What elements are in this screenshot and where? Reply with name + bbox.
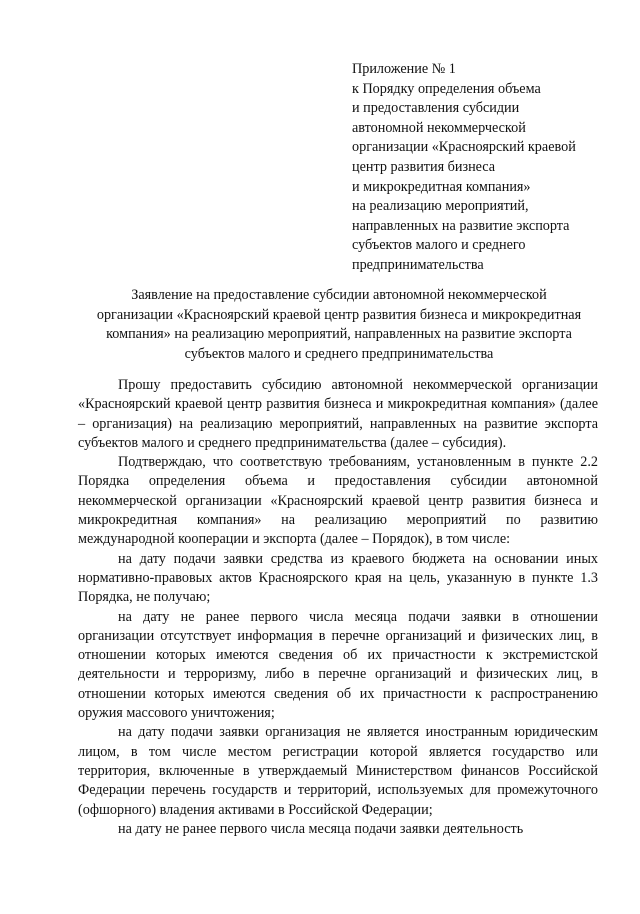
document-body (78, 376, 598, 839)
appendix-line: и предоставления субсидии (352, 100, 520, 117)
appendix-line: автономной некоммерческой (352, 119, 526, 136)
appendix-line: к Порядку определения объема (352, 80, 541, 97)
body-paragraph-extremism: на дату не ранее первого числа месяца подачи заявки в отношении организации отсутствует информация в перечне организаций и физических лиц, в отношении которых имеются сведения об их причастности к экстремистской деятельности и терроризму, либо в перечне организаций и физических лиц, в отношении которых имеются сведения об их причастности к распространению оружия массового уничтожения; (78, 608, 598, 722)
title-line: Заявление на предоставление субсидии автономной некоммерческой (131, 287, 547, 303)
document-title (78, 286, 600, 364)
appendix-line: и микрокредитная компания» (352, 178, 531, 195)
title-line: организации «Красноярский краевой центр развития бизнеса и микрокредитная (96, 306, 582, 323)
appendix-line: предпринимательства (352, 256, 484, 273)
appendix-line: организации «Красноярский краевой (352, 139, 576, 156)
title-line: компания» на реализацию мероприятий, направленных на развитие экспорта (106, 326, 572, 343)
appendix-line: на реализацию мероприятий, (352, 198, 529, 215)
appendix-line: субъектов малого и среднего (352, 237, 526, 254)
body-paragraph-foreign-entity: на дату подачи заявки организация не является иностранным юридическим лицом, в том числе местом регистрации которой является государство или территория, включенные в утверждаемый Министерством финансов Российской Федерации перечень государств и территорий, используемых для промежуточного (офшорного) владения активами в Российской Федерации; (78, 724, 598, 818)
appendix-header (352, 60, 622, 276)
title-line: субъектов малого и среднего предпринимательства (184, 345, 494, 362)
appendix-line: Приложение № 1 (352, 61, 456, 77)
appendix-line: направленных на развитие экспорта (352, 217, 570, 234)
body-paragraph-activity: на дату не ранее первого числа месяца подачи заявки деятельность (118, 820, 524, 837)
body-paragraph-budget: на дату подачи заявки средства из краевого бюджета на основании иных нормативно-правовых актов Красноярского края на цель, указанную в пункте 1.3 Порядка, не получаю; (78, 550, 598, 606)
appendix-line: центр развития бизнеса (352, 158, 496, 175)
body-paragraph-confirm: Подтверждаю, что соответствую требованиям, установленным в пункте 2.2 Порядка определения объема и предоставления субсидии автономной некоммерческой организации «Красноярский краевой центр развития бизнеса и микрокредитная компания» на реализацию мероприятий по развитию международной кооперации и экспорта (далее – Порядок), в том числе: (78, 454, 598, 548)
body-paragraph-request: Прошу предоставить субсидию автономной некоммерческой организации «Красноярский краевой центр развития бизнеса и микрокредитная компания» (далее – организация) на реализацию мероприятий, направленных на развитие экспорта субъектов малого и среднего предпринимательства (далее – субсидия). (78, 377, 598, 451)
